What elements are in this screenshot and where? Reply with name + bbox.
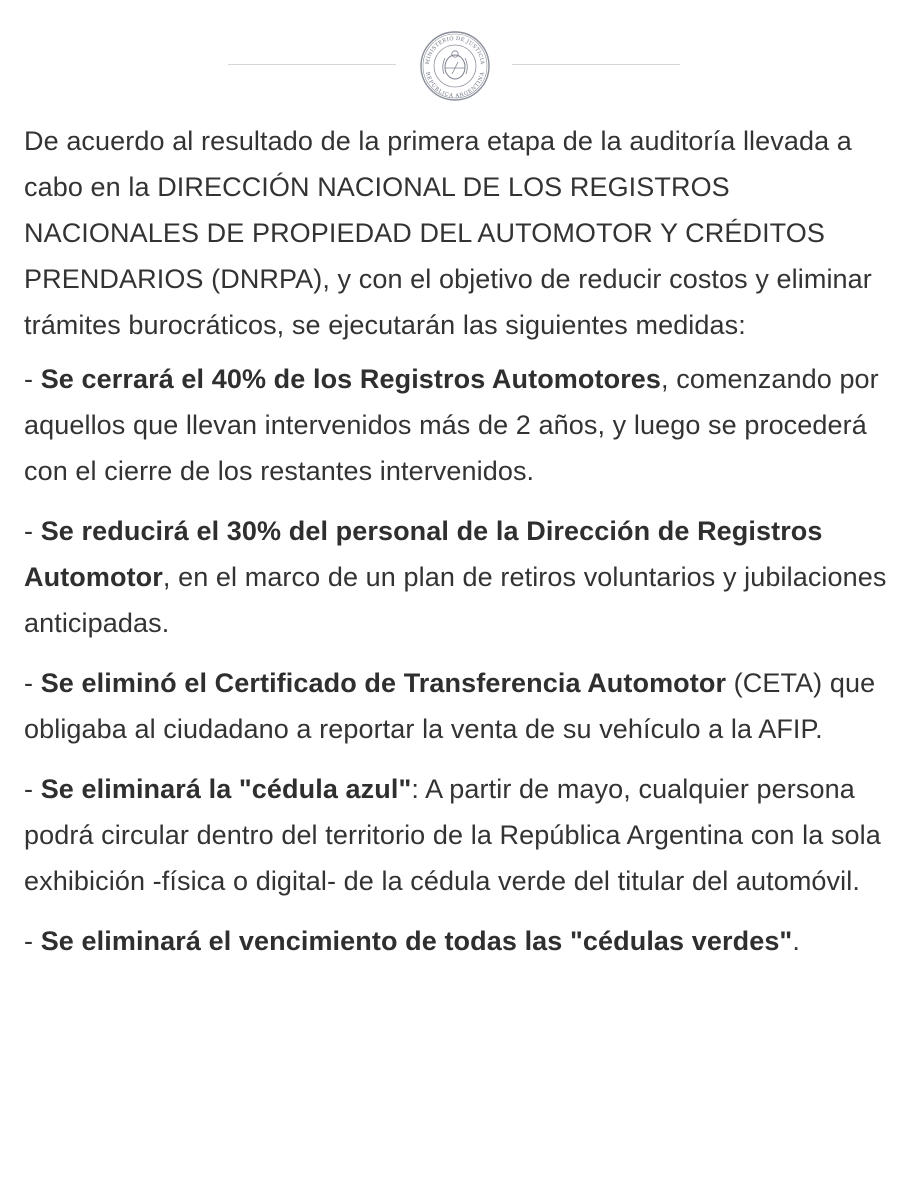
svg-text:REPÚBLICA ARGENTINA: REPÚBLICA ARGENTINA — [424, 71, 486, 100]
header-rule-left — [228, 64, 396, 65]
measure-item: - Se cerrará el 40% de los Registros Automotores, comenzando por aquellos que llevan intervenidos más de 2 años, y luego se procederá con el cierre de los restantes intervenidos. — [24, 364, 879, 486]
header-rule-right — [512, 64, 680, 65]
measure-item: - Se reducirá el 30% del personal de la Dirección de Registros Automotor, en el marco de un plan de retiros voluntarios y jubilaciones anticipadas. — [24, 516, 887, 638]
measure-item: - Se eliminará el vencimiento de todas las "cédulas verdes". — [24, 926, 800, 956]
measure-item: - Se eliminará la "cédula azul": A partir de mayo, cualquier persona podrá circular dentro del territorio de la República Argentina con la sola exhibición -física o digital- de la cédula verde del titular del automóvil. — [24, 774, 881, 896]
measure-highlight: Se reducirá el 30% del personal de la Dirección de Registros Automotor — [24, 516, 823, 592]
measure-item: - Se eliminó el Certificado de Transferencia Automotor (CETA) que obligaba al ciudadano a reportar la venta de su vehículo a la AFIP. — [24, 668, 876, 744]
measure-highlight: Se eliminará el vencimiento de todas las "cédulas verdes" — [40, 926, 793, 956]
measure-highlight: Se eliminará la "cédula azul" — [40, 774, 412, 804]
article-body — [24, 118, 896, 964]
measure-highlight: Se eliminó el Certificado de Transferencia Automotor — [40, 668, 727, 698]
ministry-seal-icon — [419, 30, 491, 102]
intro-paragraph: De acuerdo al resultado de la primera etapa de la auditoría llevada a cabo en la DIRECCIÓN NACIONAL DE LOS REGISTROS NACIONALES DE PROPIEDAD DEL AUTOMOTOR Y CRÉDITOS PRENDARIOS (DNRPA), y con el objetivo de reducir costos y eliminar trámites burocráticos, se ejecutarán las siguientes medidas: — [24, 126, 872, 340]
header — [0, 0, 914, 118]
svg-text:MINISTERIO DE JUSTICIA: MINISTERIO DE JUSTICIA — [424, 35, 486, 65]
measure-highlight: Se cerrará el 40% de los Registros Automotores — [40, 364, 662, 394]
